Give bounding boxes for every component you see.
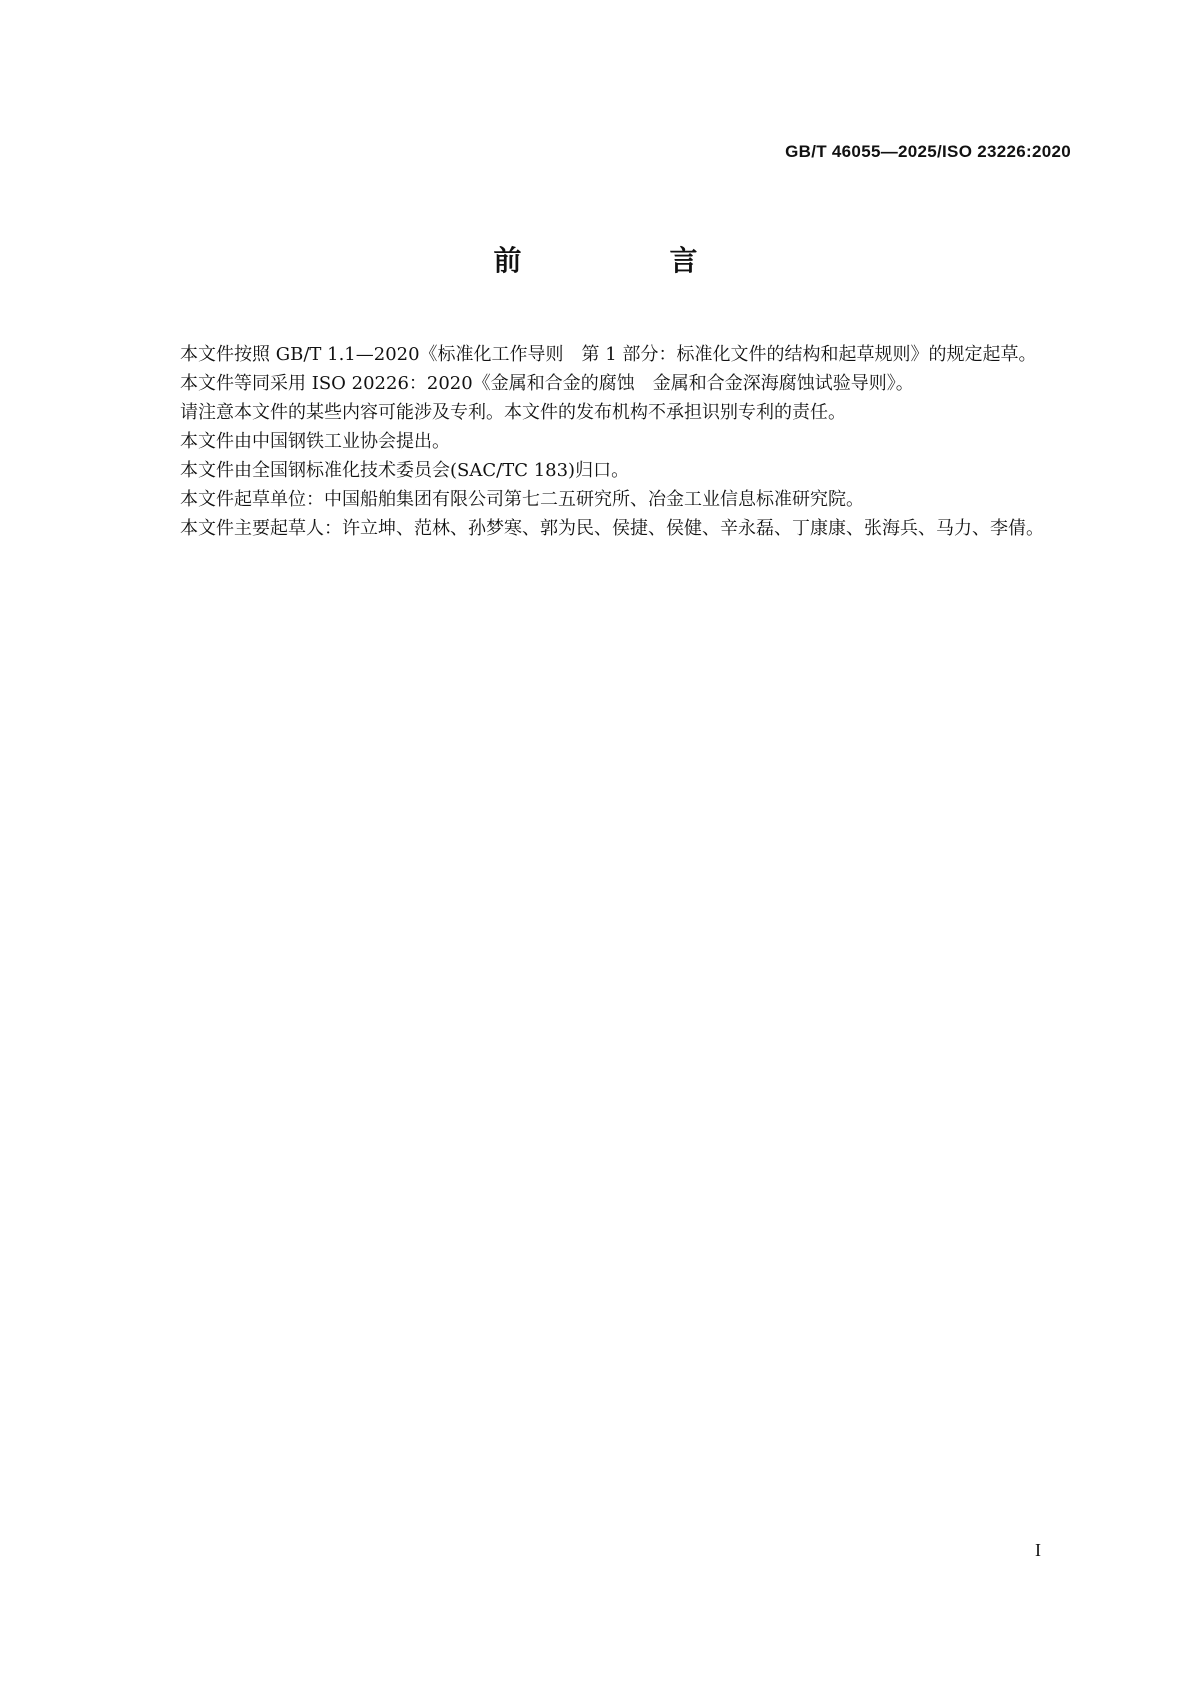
paragraph-patent-notice: 请注意本文件的某些内容可能涉及专利。本文件的发布机构不承担识别专利的责任。 — [180, 402, 846, 423]
paragraph-drafting-units: 本文件起草单位：中国船舶集团有限公司第七二五研究所、冶金工业信息标准研究院。 — [180, 489, 864, 510]
standard-number: GB/T 46055—2025/ISO 23226:2020 — [785, 142, 1071, 161]
paragraph-drafters: 本文件主要起草人：许立坤、范林、孙梦寒、郭为民、侯捷、侯健、辛永磊、丁康康、张海兵、马力、李倩。 — [180, 518, 1044, 539]
paragraph-proposer: 本文件由中国钢铁工业协会提出。 — [180, 431, 450, 452]
paragraph-drafting-rules: 本文件按照 GB/T 1.1—2020《标准化工作导则 第 1 部分：标准化文件的结构和起草规则》的规定起草。 — [180, 344, 1037, 365]
page-title: 前 言 — [493, 244, 758, 277]
paragraph-committee: 本文件由全国钢标准化技术委员会(SAC/TC 183)归口。 — [180, 460, 630, 481]
foreword-body — [141, 340, 1059, 543]
paragraph-iso-adoption: 本文件等同采用 ISO 20226：2020《金属和合金的腐蚀 金属和合金深海腐蚀试验导则》。 — [180, 373, 914, 394]
page-number: I — [1035, 1540, 1041, 1560]
